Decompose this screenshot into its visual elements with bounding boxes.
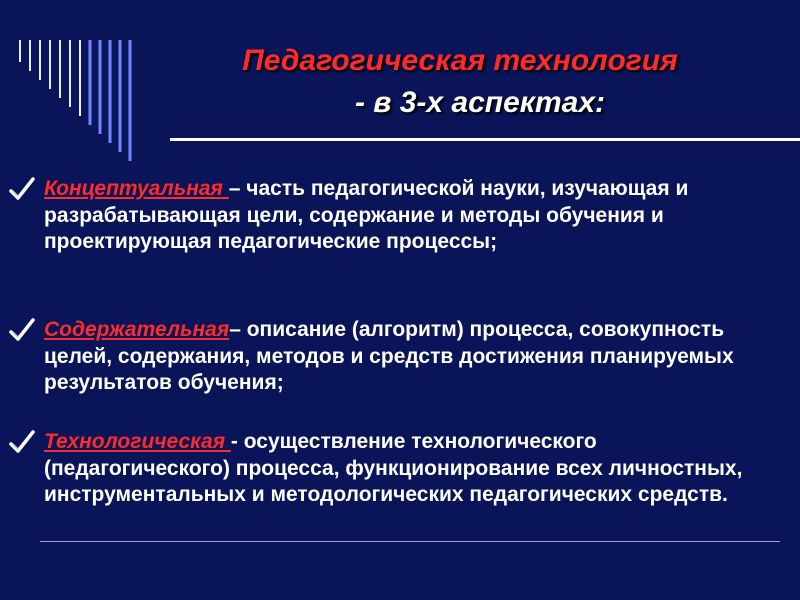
aspect-description: - осуществление технологического (педагогического) процесса, функционирование всех личностных, инструментальных и методологических педагогических средств. <box>44 430 743 506</box>
slide-title: Педагогическая технология <box>242 44 678 77</box>
aspect-term: Концептуальная <box>44 177 229 200</box>
check-mark-icon <box>8 176 36 202</box>
aspect-term: Технологическая <box>44 430 231 453</box>
decorative-stripes <box>0 0 160 170</box>
check-mark-icon <box>8 429 36 455</box>
aspect-description: – описание (алгоритм) процесса, совокупность целей, содержания, методов и средств достижения планируемых результатов обучения; <box>44 318 734 394</box>
aspect-text <box>44 317 784 397</box>
aspect-text <box>44 176 784 256</box>
aspect-term: Содержательная <box>44 318 230 341</box>
check-mark-icon <box>8 317 36 343</box>
stripe-lines <box>20 40 130 161</box>
title-underline <box>170 138 800 141</box>
aspect-text <box>44 429 784 509</box>
aspect-description: – часть педагогической науки, изучающая и разрабатывающая цели, содержание и методы обучения и проектирующая педагогические процессы; <box>44 177 689 253</box>
title-block <box>150 40 770 124</box>
slide-subtitle: - в 3-х аспектах: <box>354 86 606 119</box>
bottom-divider <box>40 541 780 542</box>
